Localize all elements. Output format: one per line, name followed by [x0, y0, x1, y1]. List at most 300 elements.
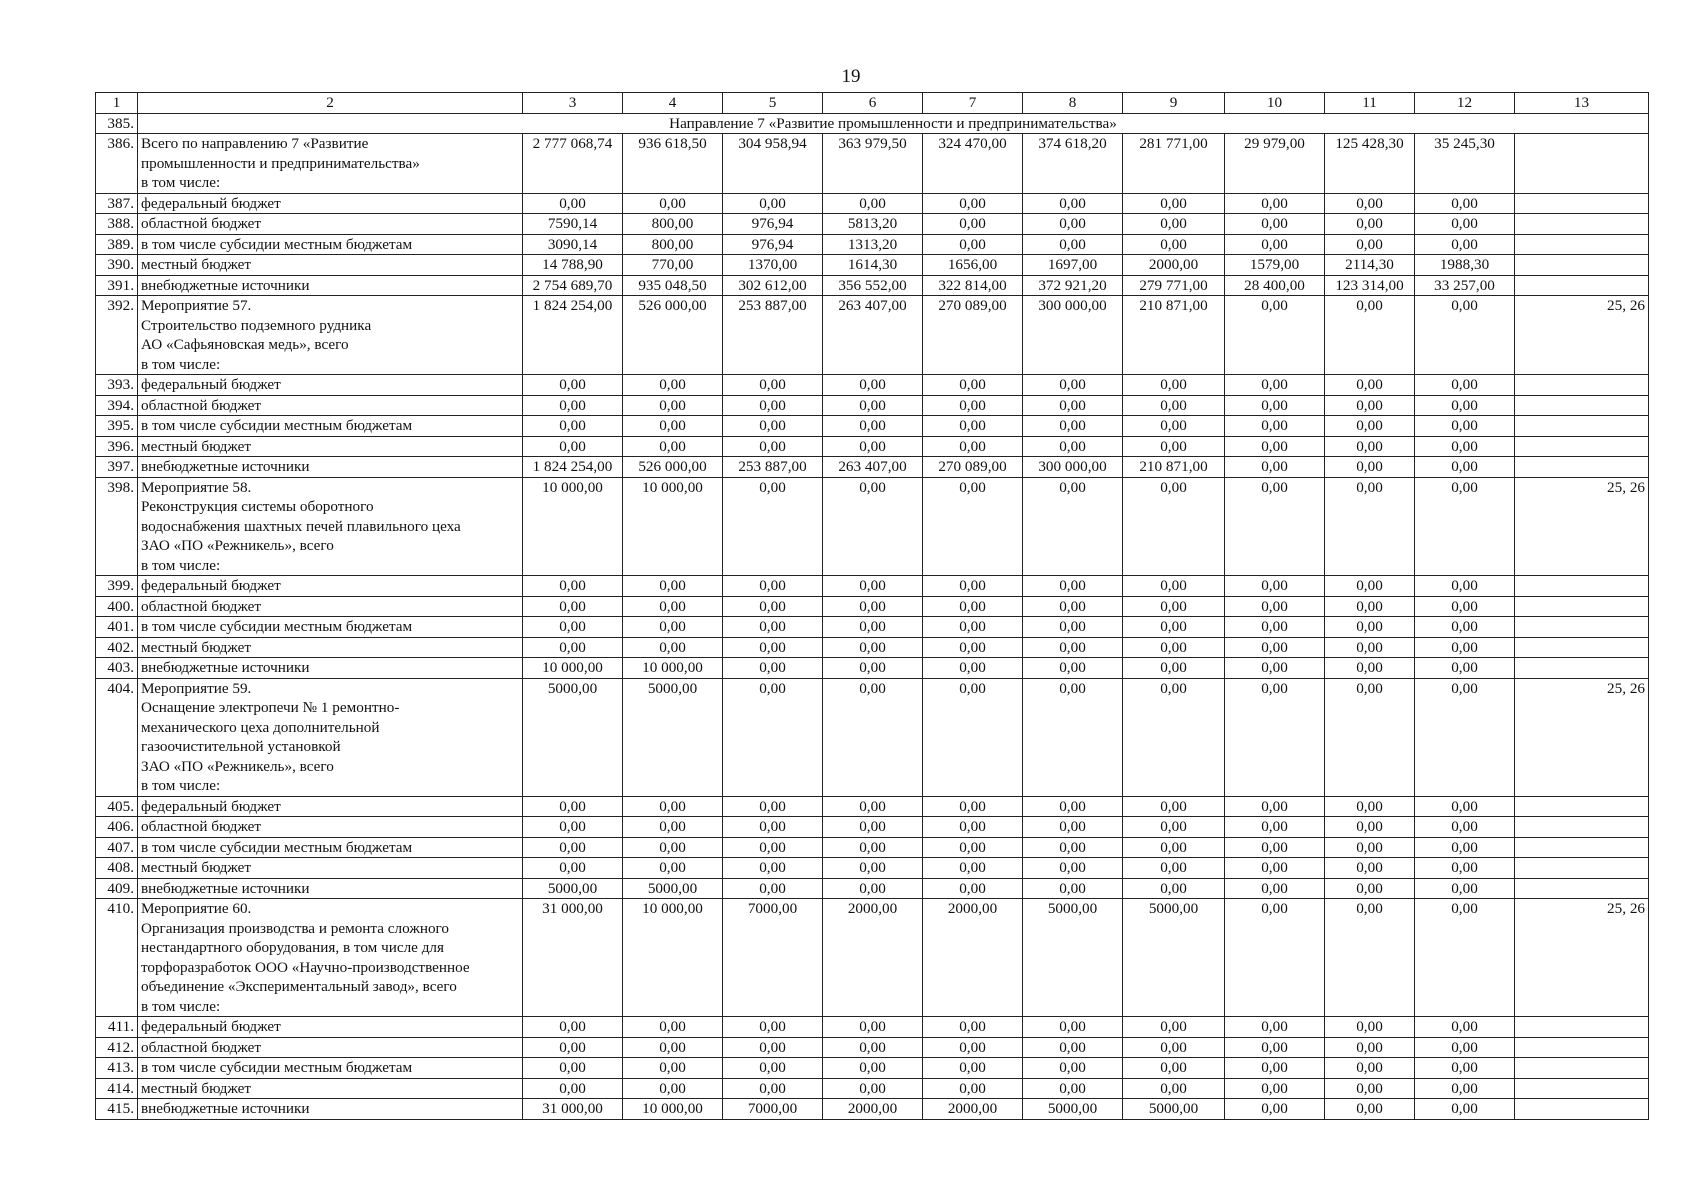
budget-table [95, 92, 1649, 1120]
row-description [138, 576, 523, 597]
value-cell: 0,00 [1023, 576, 1123, 597]
row-description [138, 234, 523, 255]
value-cell: 0,00 [723, 817, 823, 838]
target-ref-cell [1515, 457, 1649, 478]
value-cell: 0,00 [623, 1017, 723, 1038]
value-cell: 0,00 [623, 637, 723, 658]
value-cell: 2 777 068,74 [523, 134, 623, 194]
row-number: 405. [96, 796, 138, 817]
value-cell: 0,00 [923, 234, 1023, 255]
value-cell: 0,00 [1023, 837, 1123, 858]
value-cell: 0,00 [923, 837, 1023, 858]
value-cell: 0,00 [1023, 858, 1123, 879]
value-cell: 356 552,00 [823, 275, 923, 296]
value-cell: 0,00 [1123, 576, 1225, 597]
description-line: Организация производства и ремонта сложного [141, 919, 449, 937]
table-row [96, 395, 1649, 416]
row-number: 399. [96, 576, 138, 597]
value-cell: 0,00 [523, 817, 623, 838]
value-cell: 324 470,00 [923, 134, 1023, 194]
column-header-row [96, 93, 1649, 114]
value-cell: 0,00 [723, 375, 823, 396]
target-ref-cell [1515, 658, 1649, 679]
row-number: 392. [96, 296, 138, 375]
description-line: внебюджетные источники [141, 276, 310, 294]
value-cell: 0,00 [1415, 214, 1515, 235]
description-line: в том числе: [141, 997, 221, 1015]
value-cell: 0,00 [623, 576, 723, 597]
column-header: 1 [96, 93, 138, 114]
value-cell: 29 979,00 [1225, 134, 1325, 194]
value-cell: 0,00 [1325, 637, 1415, 658]
value-cell: 0,00 [923, 214, 1023, 235]
description-line: внебюджетные источники [141, 659, 310, 676]
target-ref-cell [1515, 255, 1649, 276]
row-description [138, 275, 523, 296]
table-row [96, 1017, 1649, 1038]
row-description [138, 817, 523, 838]
value-cell: 0,00 [1023, 1078, 1123, 1099]
value-cell: 0,00 [1325, 214, 1415, 235]
column-header: 4 [623, 93, 723, 114]
value-cell: 0,00 [1415, 637, 1515, 658]
value-cell: 322 814,00 [923, 275, 1023, 296]
value-cell: 0,00 [1123, 817, 1225, 838]
value-cell: 5000,00 [1023, 1099, 1123, 1120]
value-cell: 0,00 [923, 436, 1023, 457]
value-cell: 0,00 [1123, 796, 1225, 817]
target-ref-cell [1515, 395, 1649, 416]
description-line: АО «Сафьяновская медь», всего [141, 336, 349, 353]
value-cell: 270 089,00 [923, 296, 1023, 375]
value-cell: 2000,00 [923, 899, 1023, 1017]
description-line: Мероприятие 57. [141, 297, 252, 314]
value-cell: 0,00 [723, 796, 823, 817]
row-description [138, 457, 523, 478]
row-number: 414. [96, 1078, 138, 1099]
value-cell: 263 407,00 [823, 457, 923, 478]
value-cell: 0,00 [1325, 395, 1415, 416]
value-cell: 10 000,00 [523, 477, 623, 576]
value-cell: 31 000,00 [523, 899, 623, 1017]
value-cell: 10 000,00 [623, 899, 723, 1017]
row-description [138, 477, 523, 576]
description-line: Всего по направлению 7 «Развитие [141, 135, 369, 152]
row-number: 401. [96, 617, 138, 638]
value-cell: 5000,00 [1123, 1099, 1225, 1120]
table-row [96, 457, 1649, 478]
value-cell: 0,00 [1023, 1058, 1123, 1079]
value-cell: 0,00 [1415, 1058, 1515, 1079]
row-description [138, 878, 523, 899]
value-cell: 0,00 [1123, 193, 1225, 214]
value-cell: 0,00 [1123, 658, 1225, 679]
value-cell: 526 000,00 [623, 296, 723, 375]
value-cell: 0,00 [1123, 477, 1225, 576]
target-ref-cell [1515, 375, 1649, 396]
value-cell: 304 958,94 [723, 134, 823, 194]
value-cell: 0,00 [623, 796, 723, 817]
row-number: 387. [96, 193, 138, 214]
description-line: объединение «Экспериментальный завод», всего [141, 978, 457, 995]
value-cell: 1697,00 [1023, 255, 1123, 276]
value-cell: 0,00 [923, 1037, 1023, 1058]
description-line: Строительство подземного рудника [141, 316, 372, 334]
value-cell: 0,00 [1023, 637, 1123, 658]
table-row [96, 899, 1649, 1017]
description-line: промышленности и предпринимательства» [141, 154, 420, 172]
value-cell: 0,00 [623, 817, 723, 838]
value-cell: 302 612,00 [723, 275, 823, 296]
value-cell: 0,00 [823, 617, 923, 638]
value-cell: 0,00 [723, 576, 823, 597]
row-description [138, 296, 523, 375]
target-ref-cell [1515, 858, 1649, 879]
target-ref-cell [1515, 1058, 1649, 1079]
description-line: в том числе субсидии местным бюджетам [141, 235, 413, 253]
value-cell: 1313,20 [823, 234, 923, 255]
value-cell: 0,00 [623, 617, 723, 638]
row-description [138, 1078, 523, 1099]
value-cell: 0,00 [1415, 234, 1515, 255]
value-cell: 10 000,00 [623, 1099, 723, 1120]
value-cell: 0,00 [823, 193, 923, 214]
description-line: газоочистительной установкой [141, 738, 341, 755]
value-cell: 0,00 [1325, 899, 1415, 1017]
value-cell: 5000,00 [623, 878, 723, 899]
value-cell: 0,00 [923, 1017, 1023, 1038]
value-cell: 0,00 [1325, 375, 1415, 396]
table-row [96, 234, 1649, 255]
value-cell: 0,00 [823, 1037, 923, 1058]
value-cell: 0,00 [623, 858, 723, 879]
row-description [138, 1099, 523, 1120]
description-line: областной бюджет [141, 597, 261, 615]
target-ref-cell [1515, 576, 1649, 597]
value-cell: 300 000,00 [1023, 457, 1123, 478]
row-number: 411. [96, 1017, 138, 1038]
target-ref-cell [1515, 436, 1649, 457]
value-cell: 0,00 [1325, 1058, 1415, 1079]
value-cell: 0,00 [1325, 457, 1415, 478]
value-cell: 0,00 [523, 796, 623, 817]
value-cell: 0,00 [1023, 214, 1123, 235]
value-cell: 0,00 [1123, 617, 1225, 638]
description-line: областной бюджет [141, 215, 261, 232]
value-cell: 770,00 [623, 255, 723, 276]
value-cell: 800,00 [623, 234, 723, 255]
description-line: областной бюджет [141, 1038, 261, 1056]
value-cell: 7590,14 [523, 214, 623, 235]
value-cell: 0,00 [1023, 817, 1123, 838]
column-header: 2 [138, 93, 523, 114]
value-cell: 0,00 [523, 395, 623, 416]
value-cell: 0,00 [1415, 375, 1515, 396]
row-number: 404. [96, 678, 138, 796]
value-cell: 0,00 [1123, 234, 1225, 255]
value-cell: 0,00 [1225, 1099, 1325, 1120]
value-cell: 0,00 [1325, 858, 1415, 879]
value-cell: 0,00 [723, 858, 823, 879]
description-line: Мероприятие 60. [141, 900, 252, 917]
target-ref-cell: 25, 26 [1515, 899, 1649, 1017]
value-cell: 0,00 [1415, 436, 1515, 457]
value-cell: 1 824 254,00 [523, 457, 623, 478]
value-cell: 0,00 [823, 1078, 923, 1099]
target-ref-cell [1515, 214, 1649, 235]
table-row [96, 436, 1649, 457]
value-cell: 0,00 [1225, 796, 1325, 817]
row-description [138, 1058, 523, 1079]
value-cell: 526 000,00 [623, 457, 723, 478]
value-cell: 0,00 [1325, 416, 1415, 437]
description-line: ЗАО «ПО «Режникель», всего [141, 757, 334, 775]
row-number: 402. [96, 637, 138, 658]
value-cell: 0,00 [1325, 596, 1415, 617]
table-row [96, 1037, 1649, 1058]
value-cell: 0,00 [1225, 899, 1325, 1017]
value-cell: 0,00 [1225, 1058, 1325, 1079]
description-line: в том числе: [141, 777, 221, 794]
target-ref-cell: 25, 26 [1515, 296, 1649, 375]
value-cell: 0,00 [523, 1078, 623, 1099]
section-title: Направление 7 «Развитие промышленности и предпринимательства» [138, 113, 1649, 134]
value-cell: 0,00 [1325, 477, 1415, 576]
description-line: местный бюджет [141, 256, 252, 273]
description-line: местный бюджет [141, 638, 252, 656]
value-cell: 0,00 [923, 375, 1023, 396]
value-cell: 5000,00 [623, 678, 723, 796]
value-cell: 0,00 [1415, 678, 1515, 796]
value-cell: 0,00 [723, 596, 823, 617]
value-cell: 0,00 [1225, 416, 1325, 437]
value-cell: 0,00 [1023, 234, 1123, 255]
value-cell: 0,00 [823, 1017, 923, 1038]
value-cell: 0,00 [923, 193, 1023, 214]
row-number: 389. [96, 234, 138, 255]
column-header: 12 [1415, 93, 1515, 114]
row-number: 398. [96, 477, 138, 576]
value-cell: 0,00 [523, 1058, 623, 1079]
value-cell: 0,00 [1225, 576, 1325, 597]
value-cell: 0,00 [1415, 457, 1515, 478]
value-cell: 0,00 [923, 878, 1023, 899]
table-row [96, 817, 1649, 838]
value-cell: 0,00 [723, 477, 823, 576]
value-cell: 0,00 [1325, 796, 1415, 817]
value-cell: 0,00 [623, 395, 723, 416]
row-description [138, 617, 523, 638]
value-cell: 5000,00 [523, 878, 623, 899]
value-cell: 0,00 [923, 395, 1023, 416]
value-cell: 0,00 [1023, 678, 1123, 796]
value-cell: 0,00 [1415, 658, 1515, 679]
column-header: 8 [1023, 93, 1123, 114]
table-row [96, 296, 1649, 375]
column-header: 9 [1123, 93, 1225, 114]
table-row [96, 193, 1649, 214]
row-number: 410. [96, 899, 138, 1017]
value-cell: 1614,30 [823, 255, 923, 276]
value-cell: 0,00 [1023, 416, 1123, 437]
value-cell: 0,00 [1325, 234, 1415, 255]
value-cell: 0,00 [1225, 878, 1325, 899]
description-line: федеральный бюджет [141, 577, 281, 594]
value-cell: 0,00 [1415, 817, 1515, 838]
value-cell: 10 000,00 [523, 658, 623, 679]
value-cell: 0,00 [1325, 576, 1415, 597]
value-cell: 7000,00 [723, 899, 823, 1017]
value-cell: 253 887,00 [723, 457, 823, 478]
value-cell: 0,00 [1123, 1037, 1225, 1058]
row-description [138, 436, 523, 457]
row-description [138, 1017, 523, 1038]
description-line: в том числе: [141, 174, 221, 191]
row-number: 406. [96, 817, 138, 838]
value-cell: 0,00 [723, 678, 823, 796]
value-cell: 0,00 [1225, 395, 1325, 416]
row-number: 393. [96, 375, 138, 396]
description-line: областной бюджет [141, 396, 261, 414]
value-cell: 0,00 [1225, 617, 1325, 638]
table-row [96, 837, 1649, 858]
value-cell: 0,00 [1123, 678, 1225, 796]
value-cell: 0,00 [1023, 878, 1123, 899]
value-cell: 0,00 [823, 1058, 923, 1079]
target-ref-cell [1515, 1099, 1649, 1120]
value-cell: 0,00 [723, 658, 823, 679]
row-description [138, 658, 523, 679]
value-cell: 0,00 [523, 617, 623, 638]
value-cell: 0,00 [1225, 596, 1325, 617]
row-number: 388. [96, 214, 138, 235]
value-cell: 0,00 [1415, 899, 1515, 1017]
value-cell: 0,00 [1225, 1037, 1325, 1058]
value-cell: 279 771,00 [1123, 275, 1225, 296]
value-cell: 0,00 [623, 193, 723, 214]
table-row [96, 858, 1649, 879]
table-row [96, 255, 1649, 276]
value-cell: 0,00 [723, 617, 823, 638]
table-row [96, 617, 1649, 638]
target-ref-cell: 25, 26 [1515, 678, 1649, 796]
value-cell: 210 871,00 [1123, 457, 1225, 478]
column-header: 7 [923, 93, 1023, 114]
value-cell: 976,94 [723, 214, 823, 235]
value-cell: 2 754 689,70 [523, 275, 623, 296]
row-number: 390. [96, 255, 138, 276]
description-line: в том числе субсидии местным бюджетам [141, 417, 413, 434]
value-cell: 0,00 [723, 1017, 823, 1038]
value-cell: 0,00 [823, 477, 923, 576]
value-cell: 0,00 [1225, 234, 1325, 255]
description-line: в том числе субсидии местным бюджетам [141, 1059, 413, 1076]
value-cell: 0,00 [1023, 477, 1123, 576]
value-cell: 0,00 [823, 637, 923, 658]
value-cell: 0,00 [723, 1058, 823, 1079]
description-line: в том числе субсидии местным бюджетам [141, 838, 413, 856]
description-line: Мероприятие 59. [141, 679, 252, 697]
table-row [96, 878, 1649, 899]
table-row [96, 658, 1649, 679]
value-cell: 210 871,00 [1123, 296, 1225, 375]
value-cell: 0,00 [523, 436, 623, 457]
value-cell: 0,00 [723, 878, 823, 899]
row-number: 396. [96, 436, 138, 457]
value-cell: 0,00 [1325, 296, 1415, 375]
value-cell: 0,00 [823, 878, 923, 899]
value-cell: 0,00 [1023, 1037, 1123, 1058]
table-row [96, 1099, 1649, 1120]
value-cell: 0,00 [1123, 878, 1225, 899]
value-cell: 0,00 [923, 658, 1023, 679]
value-cell: 0,00 [823, 837, 923, 858]
value-cell: 0,00 [1325, 878, 1415, 899]
value-cell: 0,00 [1123, 637, 1225, 658]
value-cell: 0,00 [1325, 817, 1415, 838]
value-cell: 3090,14 [523, 234, 623, 255]
value-cell: 125 428,30 [1325, 134, 1415, 194]
value-cell: 0,00 [1023, 1017, 1123, 1038]
value-cell: 0,00 [1325, 193, 1415, 214]
description-line: нестандартного оборудования, в том числе для [141, 939, 444, 956]
value-cell: 0,00 [1415, 395, 1515, 416]
value-cell: 0,00 [823, 658, 923, 679]
row-description [138, 416, 523, 437]
value-cell: 0,00 [1123, 1017, 1225, 1038]
target-ref-cell [1515, 637, 1649, 658]
target-ref-cell [1515, 416, 1649, 437]
value-cell: 0,00 [723, 1078, 823, 1099]
value-cell: 0,00 [1225, 214, 1325, 235]
value-cell: 0,00 [1123, 214, 1225, 235]
value-cell: 0,00 [1225, 375, 1325, 396]
value-cell: 0,00 [1325, 658, 1415, 679]
column-header: 5 [723, 93, 823, 114]
page-number: 19 [841, 66, 861, 87]
value-cell: 0,00 [723, 436, 823, 457]
value-cell: 0,00 [1415, 596, 1515, 617]
value-cell: 0,00 [623, 596, 723, 617]
row-description [138, 1037, 523, 1058]
value-cell: 0,00 [523, 375, 623, 396]
value-cell: 14 788,90 [523, 255, 623, 276]
description-line: областной бюджет [141, 818, 261, 835]
row-number: 385. [96, 113, 138, 134]
value-cell: 0,00 [623, 375, 723, 396]
value-cell: 0,00 [1325, 1078, 1415, 1099]
table-body [96, 113, 1649, 1119]
value-cell: 2000,00 [1123, 255, 1225, 276]
target-ref-cell [1515, 234, 1649, 255]
value-cell: 2000,00 [823, 899, 923, 1017]
value-cell: 0,00 [723, 837, 823, 858]
column-header: 3 [523, 93, 623, 114]
value-cell: 281 771,00 [1123, 134, 1225, 194]
target-ref-cell [1515, 134, 1649, 194]
column-header: 10 [1225, 93, 1325, 114]
value-cell: 0,00 [623, 436, 723, 457]
target-ref-cell [1515, 817, 1649, 838]
target-ref-cell [1515, 596, 1649, 617]
value-cell: 0,00 [523, 837, 623, 858]
table-row [96, 477, 1649, 576]
value-cell: 0,00 [1225, 436, 1325, 457]
value-cell: 0,00 [923, 477, 1023, 576]
table-row [96, 796, 1649, 817]
target-ref-cell [1515, 1078, 1649, 1099]
value-cell: 0,00 [1325, 837, 1415, 858]
